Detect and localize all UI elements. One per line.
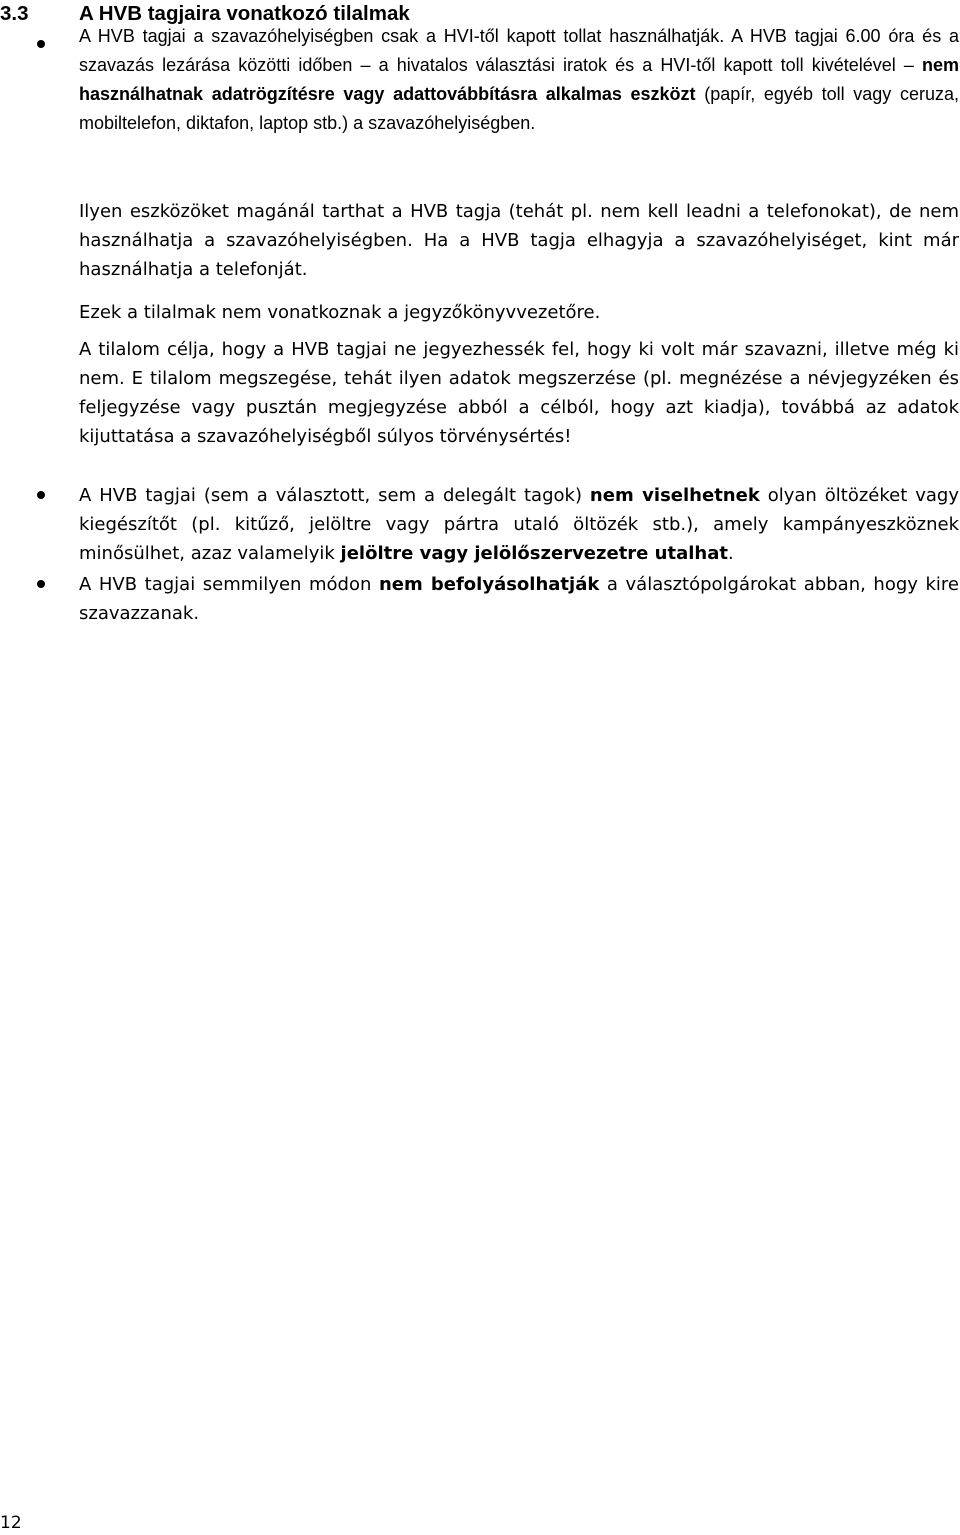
page-number: 12	[0, 1513, 22, 1533]
item2-text-part2: olyan öltözéket vagy kiegészítőt (pl. kitűző, jelöltre vagy pártra utaló öltözék stb.), amely kampányeszköznek minősülhet, azaz valamelyik	[79, 485, 959, 564]
item3-text-part1: A HVB tagjai semmilyen módon	[79, 574, 372, 595]
item2-paragraph	[79, 481, 959, 568]
bullet-icon	[37, 580, 45, 588]
bullet-icon	[37, 40, 45, 48]
bullet-icon	[37, 491, 45, 499]
item1-text-part2: (papír, egyéb toll vagy ceruza, mobiltelefon, diktafon, laptop stb.) a szavazóhelyiségben.	[79, 84, 959, 133]
item3-text-part2: a választópolgárokat abban, hogy kire szavazzanak.	[79, 574, 959, 624]
item3-bold-text: nem befolyásolhatják	[378, 574, 600, 595]
item1-paragraph-4: A tilalom célja, hogy a HVB tagjai ne jegyezhessék fel, hogy ki volt már szavazni, illetve még ki nem. E tilalom megszegése, tehát ilyen adatok megszerzése (pl. megnézése a névjegyzéken és feljegyzése vagy pusztán megjegyzése abból a célból, hogy azt kiadja), továbbá az adatok kijuttatása a szavazóhelyiségből súlyos törvénysértés!	[79, 339, 959, 447]
item1-text-part1: A HVB tagjai a szavazóhelyiségben csak a HVI-től kapott tollat használhatják. A HVB tagjai 6.00 óra és a szavazás lezárása közötti időben – a hivatalos választási iratok és a HVI-től kapott toll kivételével –	[79, 26, 959, 75]
item1-paragraph-1	[79, 22, 959, 138]
item1-paragraph-3: Ezek a tilalmak nem vonatkoznak a jegyzőkönyvvezetőre.	[79, 302, 601, 323]
item2-bold-text-1: nem viselhetnek	[589, 485, 760, 506]
item2-bold-text-2: jelöltre vagy jelölőszervezetre utalhat	[340, 543, 728, 564]
section-title: A HVB tagjaira vonatkozó tilalmak	[79, 2, 410, 25]
item1-bold-text: nem használhatnak adatrögzítésre vagy adattovábbításra alkalmas eszközt	[79, 55, 959, 104]
item3-paragraph	[79, 570, 959, 628]
item2-text-part1: A HVB tagjai (sem a választott, sem a delegált tagok)	[79, 485, 582, 506]
item2-text-part3: .	[727, 543, 734, 564]
item1-paragraph-2: Ilyen eszközöket magánál tarthat a HVB tagja (tehát pl. nem kell leadni a telefonokat), de nem használhatja a szavazóhelyiségben. Ha a HVB tagja elhagyja a szavazóhelyiséget, kint már használhatja a telefonját.	[79, 201, 959, 280]
section-number: 3.3	[0, 2, 29, 25]
